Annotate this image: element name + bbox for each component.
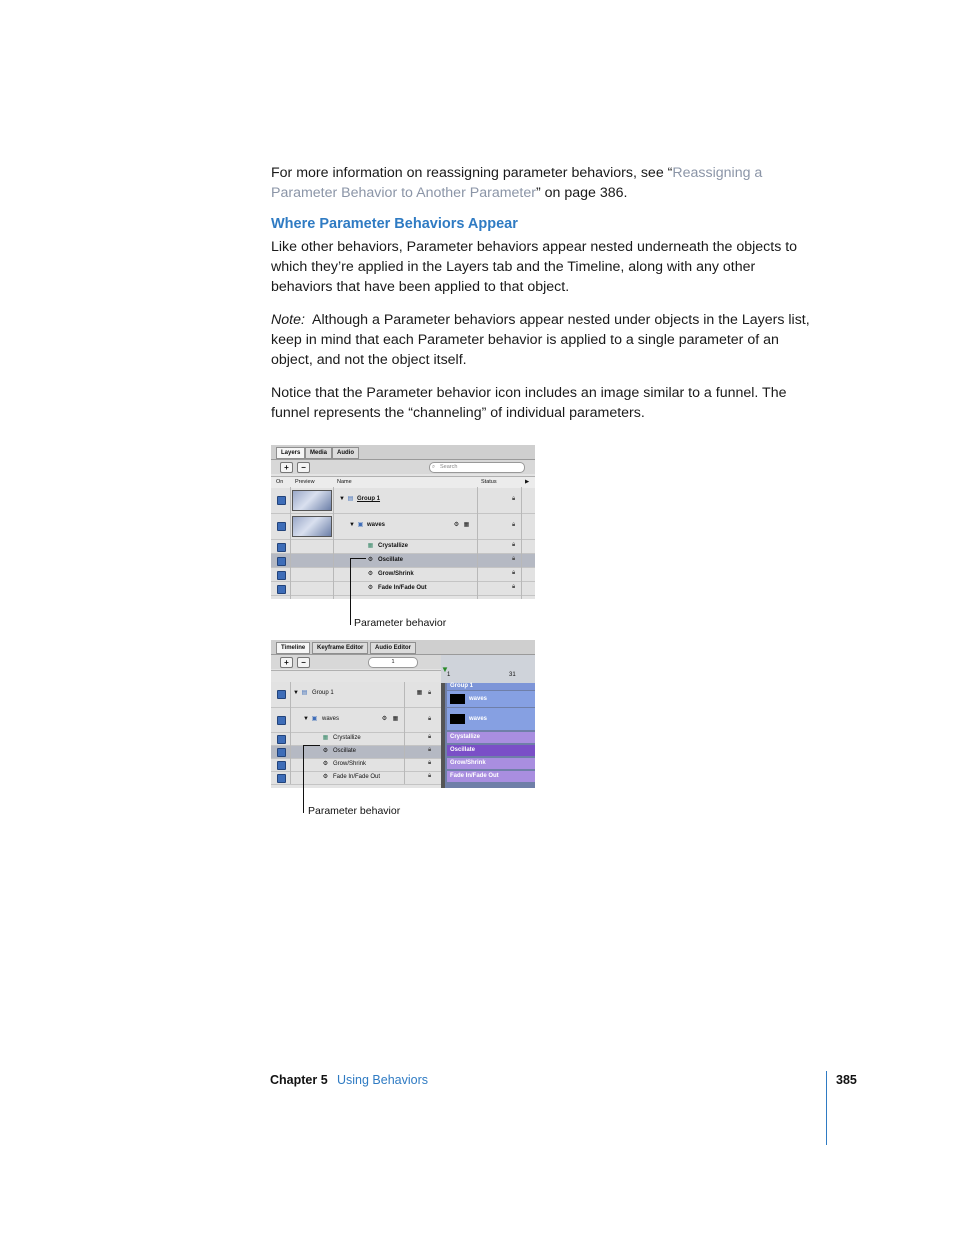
- layer-row-oscillate[interactable]: [271, 554, 535, 568]
- lock-icon[interactable]: 🔒︎: [428, 716, 432, 722]
- tab-audio-editor[interactable]: Audio Editor: [370, 642, 416, 654]
- add-button[interactable]: +: [280, 462, 293, 473]
- note-paragraph: [271, 310, 816, 370]
- column-divider: [477, 487, 478, 599]
- layers-tab-bar: [271, 445, 535, 460]
- frame-field[interactable]: [368, 657, 418, 668]
- timeline-tracks[interactable]: [445, 683, 535, 788]
- waves-thumbnail: [292, 516, 332, 537]
- timeline-row-waves[interactable]: [271, 708, 441, 733]
- timeline-row-group1[interactable]: [271, 682, 441, 708]
- parameter-behavior-icon: ⚙: [322, 748, 329, 754]
- behavior-gear-icon[interactable]: ⚙: [453, 522, 460, 528]
- lock-icon[interactable]: 🔒︎: [428, 690, 432, 696]
- track-waves[interactable]: [447, 691, 535, 707]
- lock-icon[interactable]: 🔒︎: [428, 773, 432, 779]
- ruler-end: 31: [509, 672, 516, 678]
- note-text: Although a Parameter behaviors appear nested under objects in the Layers list, keep in mind that each Parameter behavior is applied to a single parameter of an object, and not the object itself.: [271, 312, 810, 368]
- parameter-behavior-icon: ⚙: [367, 557, 374, 563]
- section-heading: Where Parameter Behaviors Appear: [271, 216, 518, 232]
- tab-keyframe-editor[interactable]: Keyframe Editor: [312, 642, 368, 654]
- filter-icon[interactable]: ▦: [392, 716, 399, 722]
- column-divider: [290, 682, 291, 784]
- timeline-row-crystallize[interactable]: [271, 733, 441, 746]
- layer-row-grow-shrink[interactable]: [271, 568, 535, 582]
- timeline-panel-screenshot: [271, 640, 535, 788]
- layer-name: Group 1: [312, 690, 334, 696]
- track-label: waves: [469, 716, 488, 722]
- timeline-row-fade[interactable]: [271, 772, 441, 785]
- note-label: Note:: [271, 312, 305, 328]
- column-on: On: [276, 479, 284, 485]
- footer-chapter-title[interactable]: Using Behaviors: [337, 1073, 429, 1087]
- timeline-toolbar: [271, 655, 441, 669]
- layer-name: Crystallize: [333, 735, 361, 741]
- lock-icon[interactable]: 🔒︎: [512, 570, 516, 576]
- disclosure-triangle-icon[interactable]: ▼: [349, 522, 355, 528]
- layer-checkbox[interactable]: [277, 522, 286, 531]
- disclosure-triangle-icon[interactable]: ▼: [293, 690, 299, 696]
- caption-leader-line: [303, 745, 304, 813]
- group-thumbnail: [292, 490, 332, 511]
- filter-icon: ▦: [322, 735, 329, 741]
- timeline-tab-bar: [271, 640, 535, 655]
- lock-icon[interactable]: 🔒︎: [512, 584, 516, 590]
- frame-value: 1: [391, 659, 395, 665]
- behavior-gear-icon: ⚙: [322, 774, 329, 780]
- column-preview: Preview: [295, 479, 315, 485]
- lock-icon[interactable]: 🔒︎: [428, 734, 432, 740]
- behavior-gear-icon: ⚙: [322, 761, 329, 767]
- columns-arrow-icon[interactable]: ▶: [525, 479, 530, 485]
- layer-name: Fade In/Fade Out: [378, 585, 427, 591]
- layer-checkbox[interactable]: [277, 557, 286, 566]
- ruler-start: 1: [447, 672, 451, 678]
- group-icon: ▤: [301, 690, 308, 696]
- intro-text-end: ” on page 386.: [535, 185, 628, 201]
- layer-checkbox[interactable]: [277, 761, 286, 770]
- track-waves-layer[interactable]: [447, 708, 535, 730]
- header-divider: [271, 670, 441, 671]
- layer-checkbox[interactable]: [277, 585, 286, 594]
- image-layer-icon: ▣: [311, 716, 318, 722]
- layer-checkbox[interactable]: [277, 735, 286, 744]
- column-divider: [333, 487, 334, 599]
- timeline-row-oscillate[interactable]: [271, 746, 441, 759]
- layer-checkbox[interactable]: [277, 774, 286, 783]
- behavior-gear-icon: ⚙: [367, 571, 374, 577]
- track-grow-shrink[interactable]: Grow/Shrink: [447, 758, 535, 769]
- playhead-icon[interactable]: ▼: [441, 665, 449, 674]
- tab-audio[interactable]: Audio: [332, 447, 359, 459]
- caption-parameter-behavior-2: Parameter behavior: [308, 805, 401, 817]
- layer-name: waves: [367, 522, 386, 528]
- footer-chapter: Chapter 5: [270, 1073, 328, 1087]
- layer-checkbox[interactable]: [277, 496, 286, 505]
- track-waves-thumb: [450, 714, 465, 724]
- add-button[interactable]: +: [280, 657, 293, 668]
- group-type-icon[interactable]: ▦: [416, 690, 423, 696]
- column-divider: [290, 487, 291, 599]
- lock-icon[interactable]: 🔒︎: [512, 542, 516, 548]
- track-crystallize[interactable]: Crystallize: [447, 732, 535, 743]
- layer-row-waves[interactable]: [271, 514, 535, 540]
- track-group[interactable]: Group 1: [447, 683, 535, 690]
- reassigning-link[interactable]: Reassigning a Parameter Behavior to Another Parameter: [271, 165, 763, 201]
- filter-icon[interactable]: ▦: [463, 522, 470, 528]
- caption-parameter-behavior: Parameter behavior: [354, 617, 447, 629]
- layers-panel-screenshot: [271, 445, 535, 599]
- page-number: 385: [836, 1073, 857, 1087]
- group-icon: ▤: [347, 496, 354, 502]
- layer-row-crystallize[interactable]: [271, 540, 535, 554]
- tab-layers[interactable]: Layers: [276, 447, 305, 459]
- timeline-ruler[interactable]: [441, 655, 535, 684]
- disclosure-triangle-icon[interactable]: ▼: [303, 716, 309, 722]
- tab-timeline[interactable]: Timeline: [276, 642, 310, 654]
- column-divider: [404, 682, 405, 784]
- track-waves-thumb: [450, 694, 465, 704]
- layer-name: Fade In/Fade Out: [333, 774, 381, 780]
- layer-checkbox[interactable]: [277, 748, 286, 757]
- lock-icon[interactable]: 🔒︎: [512, 496, 516, 502]
- search-icon: ⌕: [432, 464, 436, 470]
- remove-button[interactable]: −: [297, 462, 310, 473]
- layer-name: Crystallize: [378, 543, 409, 549]
- track-oscillate[interactable]: Oscillate: [447, 745, 535, 756]
- behavior-gear-icon: ⚙: [367, 585, 374, 591]
- column-name: Name: [337, 479, 352, 485]
- search-placeholder: Search: [440, 464, 458, 470]
- layer-name: Oscillate: [378, 557, 404, 563]
- layer-name: Group 1: [357, 496, 381, 502]
- remove-button[interactable]: −: [297, 657, 310, 668]
- paragraph-2: Notice that the Parameter behavior icon includes an image similar to a funnel. The funnel represents the “channeling” of individual parameters.: [271, 385, 787, 421]
- layer-checkbox[interactable]: [277, 716, 286, 725]
- layer-name: Oscillate: [333, 748, 357, 754]
- image-layer-icon: ▣: [357, 522, 364, 528]
- filter-icon: ▦: [367, 543, 374, 549]
- lock-icon[interactable]: 🔒︎: [428, 760, 432, 766]
- layer-name: Grow/Shrink: [378, 571, 414, 577]
- footer-divider: [826, 1071, 827, 1145]
- intro-paragraph: [271, 163, 816, 203]
- paragraph-1: Like other behaviors, Parameter behaviors appear nested underneath the objects to which they’re applied in the Layers tab and the Timeline, along with any other behaviors that have been applied to that object.: [271, 239, 798, 295]
- search-input[interactable]: [429, 462, 525, 473]
- column-status: Status: [481, 479, 497, 485]
- layer-checkbox[interactable]: [277, 690, 286, 699]
- caption-leader-line: [350, 558, 351, 625]
- track-fade[interactable]: Fade In/Fade Out: [447, 771, 535, 782]
- layer-checkbox[interactable]: [277, 543, 286, 552]
- track-label: waves: [469, 696, 488, 702]
- tab-media[interactable]: Media: [305, 447, 332, 459]
- caption-leader-line: [303, 745, 320, 746]
- column-divider: [521, 487, 522, 599]
- lock-icon[interactable]: 🔒︎: [428, 747, 432, 753]
- layer-checkbox[interactable]: [277, 571, 286, 580]
- layers-toolbar: [271, 460, 535, 474]
- intro-text: For more information on reassigning parameter behaviors, see “: [271, 165, 673, 181]
- layer-name: Grow/Shrink: [333, 761, 367, 767]
- disclosure-triangle-icon[interactable]: ▼: [339, 496, 345, 502]
- behavior-gear-icon[interactable]: ⚙: [381, 716, 388, 722]
- lock-icon[interactable]: 🔒︎: [512, 522, 516, 528]
- caption-leader-line: [350, 558, 366, 559]
- timeline-row-grow-shrink[interactable]: [271, 759, 441, 772]
- layer-row-group1[interactable]: [271, 488, 535, 514]
- layer-row-fade[interactable]: [271, 582, 535, 596]
- lock-icon[interactable]: 🔒︎: [512, 556, 516, 562]
- layer-name: waves: [322, 716, 340, 722]
